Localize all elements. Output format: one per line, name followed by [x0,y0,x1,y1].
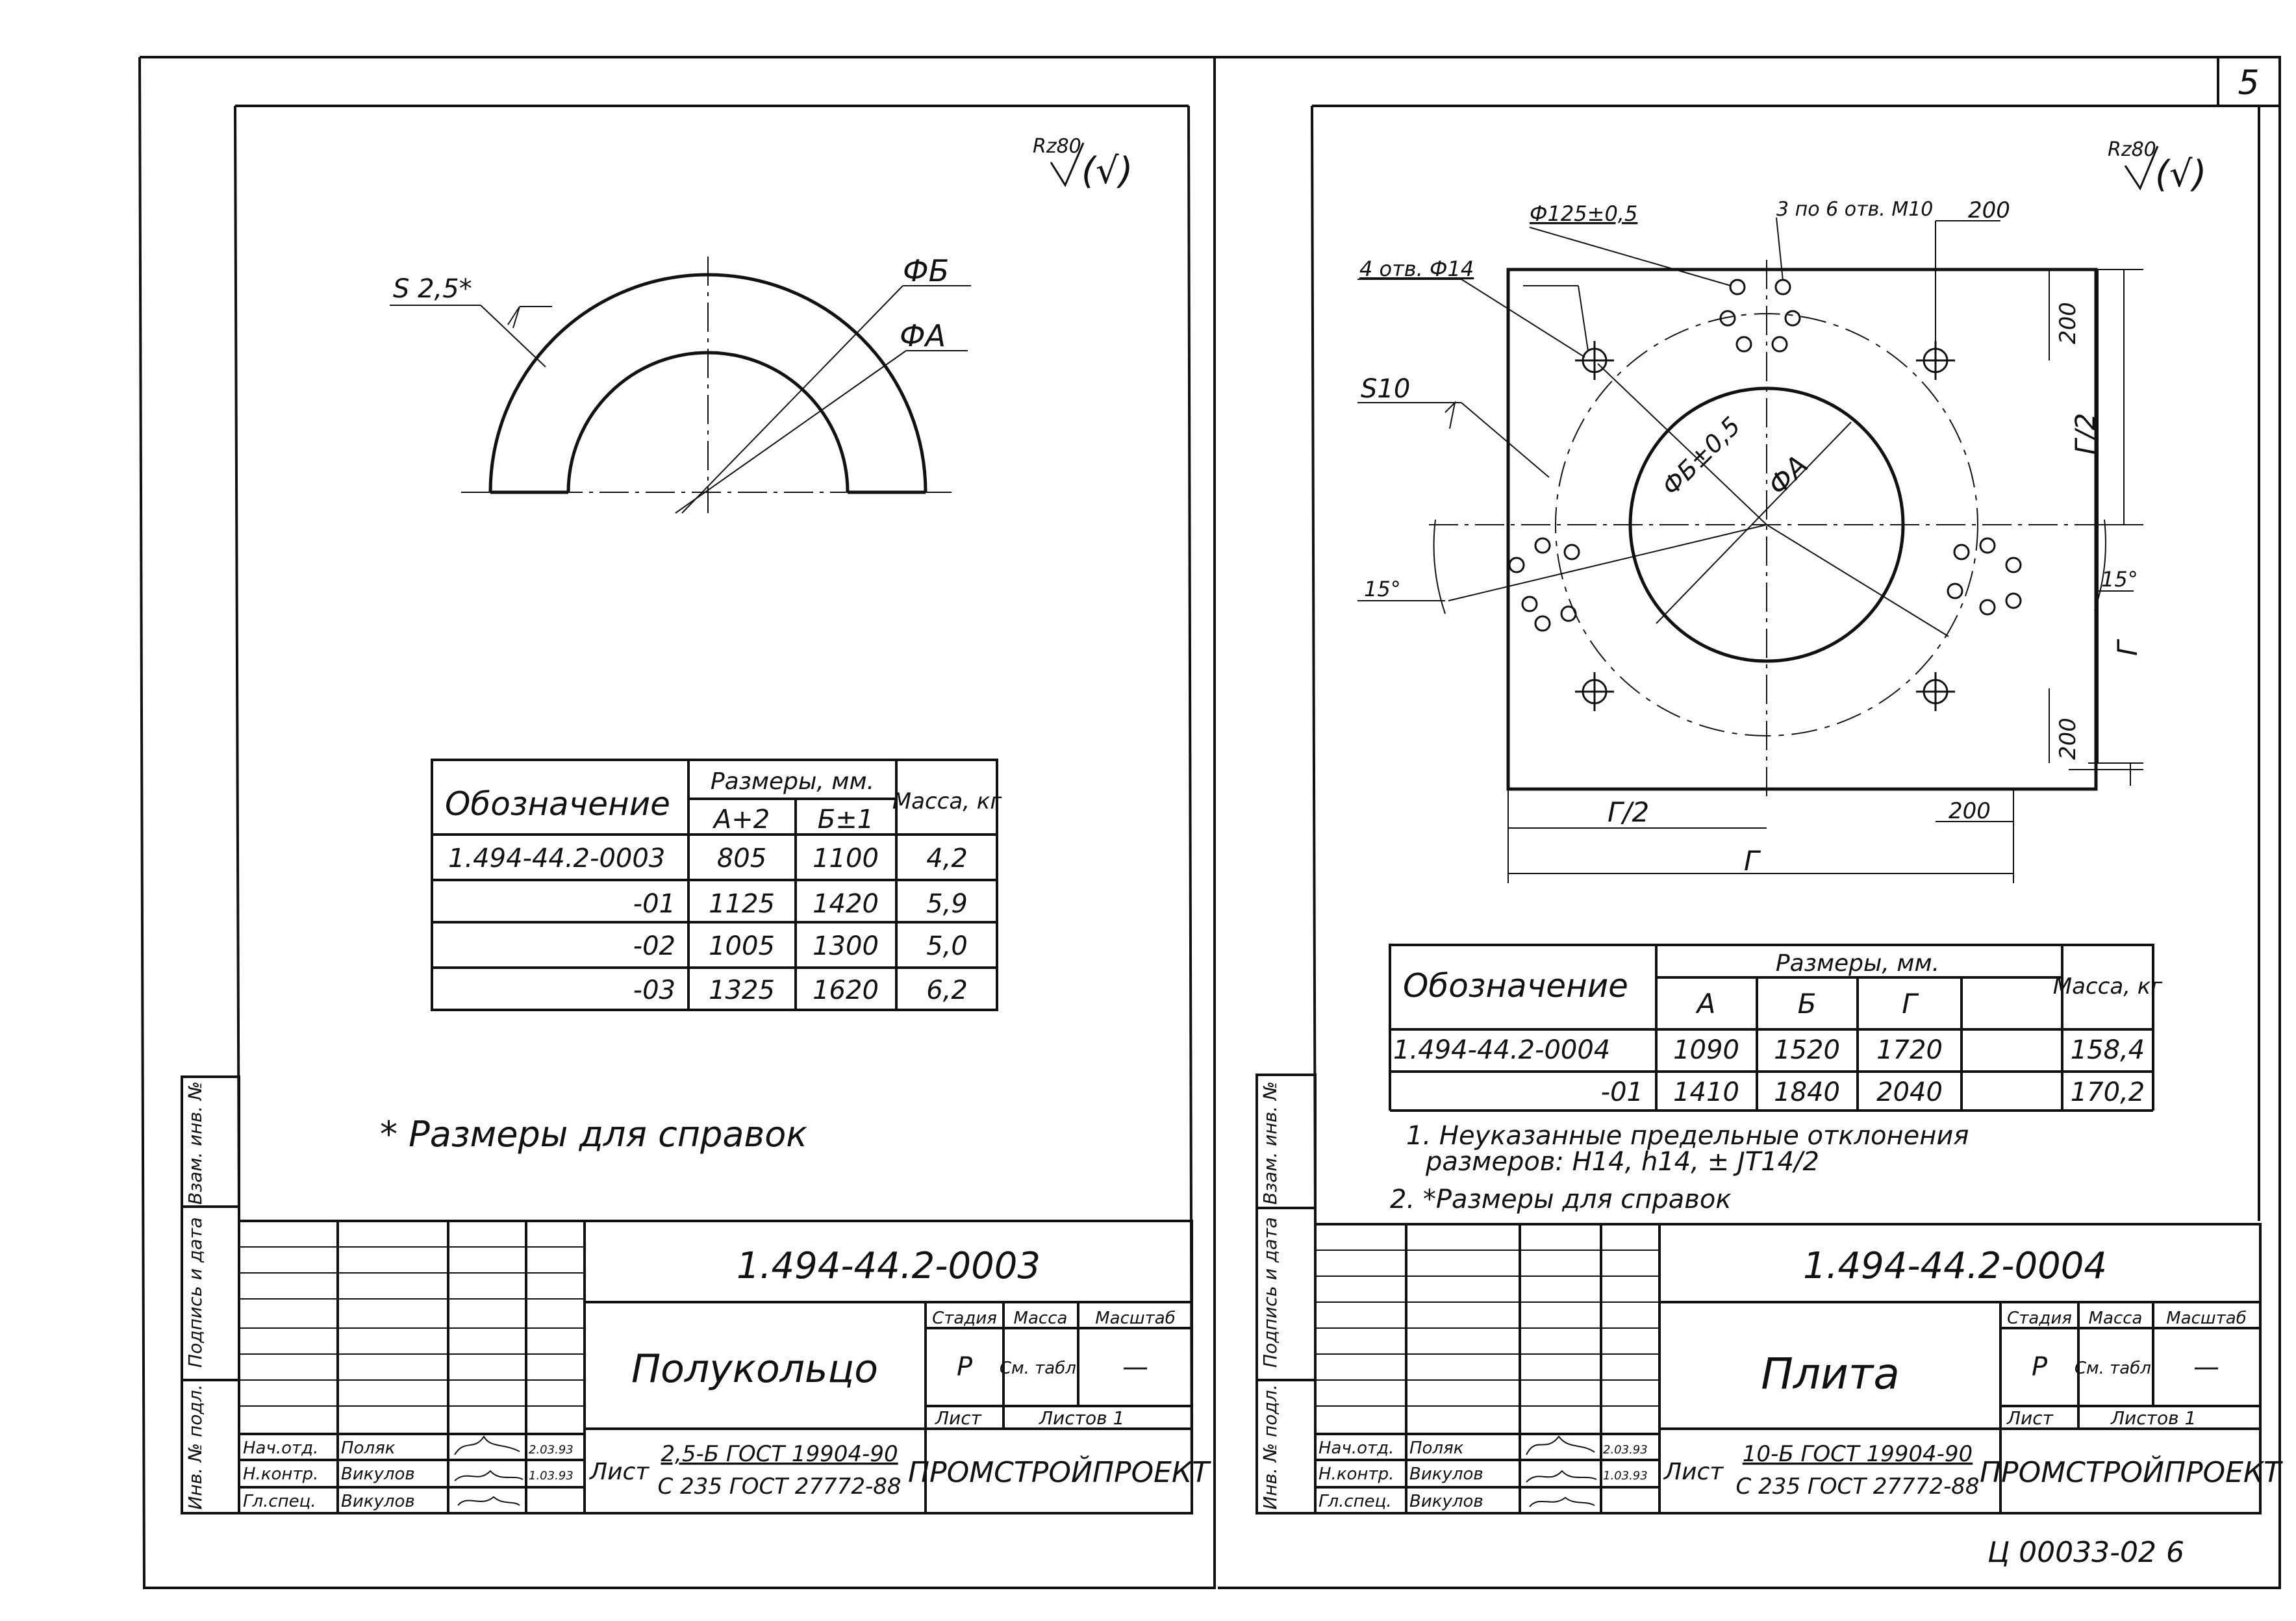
plate-drawing [1357,218,2143,883]
right-label-200-bottom: 200 [2055,718,2081,760]
right-staff-0-role: Нач.отд. [1318,1439,1394,1458]
right-spec-table [1390,945,2163,1072]
left-row-3-des: -03 [633,975,675,1005]
right-row-1-des: -01 [1600,1077,1643,1107]
left-scale-value: — [1122,1352,1148,1382]
right-staff-1-role: Н.контр. [1318,1464,1394,1484]
right-note-1: 1. Неуказанные предельные отклонения [1406,1121,1969,1151]
right-label-15-left: 15° [1364,577,1401,601]
right-side-label-1: Подпись и дата [1259,1217,1281,1368]
left-table-h-mass: Масса, кг [892,788,1002,814]
right-sheet-header: Лист [2007,1407,2053,1429]
right-row-1-m: 170,2 [2070,1077,2145,1107]
left-staff-0-name: Поляк [341,1439,396,1458]
left-organization: ПРОМСТРОЙПРОЕКТ [907,1456,1210,1489]
right-label-db: ФБ±0,5 [1656,411,1747,501]
left-signatures [455,1437,523,1505]
left-table-h-b: Б±1 [817,805,874,835]
right-stage-header: Стадия [2007,1309,2072,1328]
right-mass-header: Масса [2088,1309,2143,1328]
right-label-d125: Ф125±0,5 [1530,201,1638,226]
right-staff-2-role: Гл.спец. [1318,1492,1392,1511]
right-row-0-m: 158,4 [2070,1035,2145,1065]
left-drawing-code: 1.494-44.2-0003 [737,1245,1041,1287]
left-sheet-header: Лист [935,1407,981,1429]
right-scale-value: — [2193,1352,2219,1382]
right-table-h-sizes: Размеры, мм. [1775,950,1940,977]
left-staff-2-name: Викулов [341,1492,415,1511]
right-table-h-designation: Обозначение [1403,967,1628,1005]
left-row-0-des: 1.494-44.2-0003 [448,844,666,873]
left-stage-header: Стадия [932,1309,997,1328]
left-row-0-m: 4,2 [926,844,968,873]
left-side-label-2: Инв. № подл. [184,1384,206,1510]
left-staff-2-role: Гл.спец. [243,1492,316,1511]
right-label-g-horiz: Г [1744,845,1760,877]
right-row-0-g: 1720 [1876,1035,1943,1065]
left-row-2-a: 1005 [709,931,775,961]
left-row-2-m: 5,0 [926,931,968,961]
left-row-0-a: 805 [716,844,767,873]
right-part-name: Плита [1761,1349,1900,1399]
right-sheet [1257,106,2283,1513]
left-mass-value: См. табл. [999,1359,1082,1378]
right-label-s10: S10 [1361,374,1411,404]
left-side-label-0: Взам. инв. № [184,1081,206,1205]
left-row-3-b: 1620 [813,975,879,1005]
right-signatures [1526,1437,1596,1507]
dim-a-label: ФА [900,318,946,353]
right-side-label-2: Инв. № подл. [1259,1384,1281,1510]
left-mass-header: Масса [1013,1309,1068,1328]
right-side-label-0: Взам. инв. № [1259,1081,1281,1205]
left-sheets-header: Листов 1 [1039,1407,1125,1429]
left-scale-header: Масштаб [1095,1309,1176,1328]
left-stage-value: Р [956,1352,973,1382]
right-label-15-right: 15° [2101,567,2138,592]
left-title-block [239,1221,1211,1513]
right-row-0-des: 1.494-44.2-0004 [1393,1035,1611,1065]
right-table-h-mass: Масса, кг [2052,974,2163,999]
right-label-g2-horiz: Г/2 [1608,796,1650,828]
left-table-h-designation: Обозначение [445,785,670,823]
right-sheets-header: Листов 1 [2111,1407,2197,1429]
right-stage-value: Р [2031,1352,2048,1382]
right-drawing-code: 1.494-44.2-0004 [1803,1245,2107,1287]
right-label-g-vert: Г [2112,640,2143,656]
left-row-1-b: 1420 [813,889,879,919]
right-table-h-a: А [1697,988,1716,1020]
right-row-1-a: 1410 [1673,1077,1739,1107]
left-table-h-sizes: Размеры, мм. [710,768,875,795]
left-row-1-des: -01 [633,889,675,919]
right-label-200-top: 200 [1968,197,2010,223]
left-row-3-a: 1325 [709,975,775,1005]
right-row-0-a: 1090 [1673,1035,1739,1065]
left-material-1: 2,5-Б ГОСТ 19904-90 [661,1441,898,1467]
right-row-0-b: 1520 [1774,1035,1840,1065]
left-spec-table [432,760,1002,1010]
right-roughness-mark: Rz80 [2108,138,2156,161]
left-material-2: С 235 ГОСТ 27772-88 [657,1474,902,1500]
left-part-name: Полукольцо [631,1346,878,1392]
right-mass-value: См. табл. [2074,1359,2157,1378]
right-label-da: ФА [1761,449,1814,502]
right-material-2: С 235 ГОСТ 27772-88 [1735,1474,1980,1500]
thickness-label: S 2,5* [393,274,472,304]
right-label-holes: 4 отв. Ф14 [1359,257,1474,281]
right-table-h-b: Б [1797,988,1817,1020]
right-staff-1-date: 1.03.93 [1603,1469,1648,1483]
left-staff-1-role: Н.контр. [243,1464,319,1484]
left-table-h-a: А+2 [713,805,770,835]
m10-hole-groups [1509,280,2021,631]
right-staff-2-name: Викулов [1409,1492,1483,1511]
half-ring-drawing [390,257,971,513]
right-label-m10: 3 по 6 отв. М10 [1776,198,1934,221]
right-label-200-horiz: 200 [1949,798,1991,824]
left-row-0-b: 1100 [813,844,879,873]
left-list-label: Лист [590,1459,650,1485]
left-row-2-des: -02 [633,931,675,961]
left-side-label-1: Подпись и дата [184,1217,206,1368]
left-row-2-b: 1300 [813,931,879,961]
roughness-paren: (√) [1081,150,1133,192]
right-note-2: 2. *Размеры для справок [1390,1185,1732,1214]
right-note-1b: размеров: H14, h14, ± JT14/2 [1426,1147,1819,1177]
bottom-page: 6 [2166,1536,2184,1569]
left-staff-0-role: Нач.отд. [243,1439,319,1458]
left-row-1-m: 5,9 [926,889,968,919]
right-material-1: 10-Б ГОСТ 19904-90 [1742,1441,1973,1467]
right-label-200-right: 200 [2055,302,2081,344]
right-label-g2-vert: Г/2 [2069,412,2101,455]
left-staff-1-date: 1.03.93 [529,1469,574,1483]
right-staff-0-name: Поляк [1409,1439,1464,1458]
left-note: * Размеры для справок [380,1114,807,1155]
right-roughness-paren: (√) [2155,153,2207,195]
right-organization: ПРОМСТРОЙПРОЕКТ [1979,1456,2282,1489]
right-staff-1-name: Викулов [1409,1464,1483,1484]
left-row-1-a: 1125 [709,889,775,919]
right-staff-0-date: 2.03.93 [1603,1443,1648,1457]
left-sheet [182,106,1211,1513]
right-row-1-b: 1840 [1774,1077,1840,1107]
bottom-code: Ц 00033-02 [1987,1536,2156,1569]
right-table-h-g: Г [1902,988,1917,1020]
left-staff-0-date: 2.03.93 [529,1443,574,1457]
right-scale-header: Масштаб [2166,1309,2247,1328]
left-staff-1-name: Викулов [341,1464,415,1484]
right-list-label: Лист [1664,1459,1724,1485]
dim-b-label: ФБ [903,253,950,288]
right-title-block [1315,1224,2283,1513]
roughness-mark: Rz80 [1033,135,1081,158]
right-row-1-g: 2040 [1876,1077,1943,1107]
left-row-3-m: 6,2 [926,975,968,1005]
page-number: 5 [2238,64,2260,103]
